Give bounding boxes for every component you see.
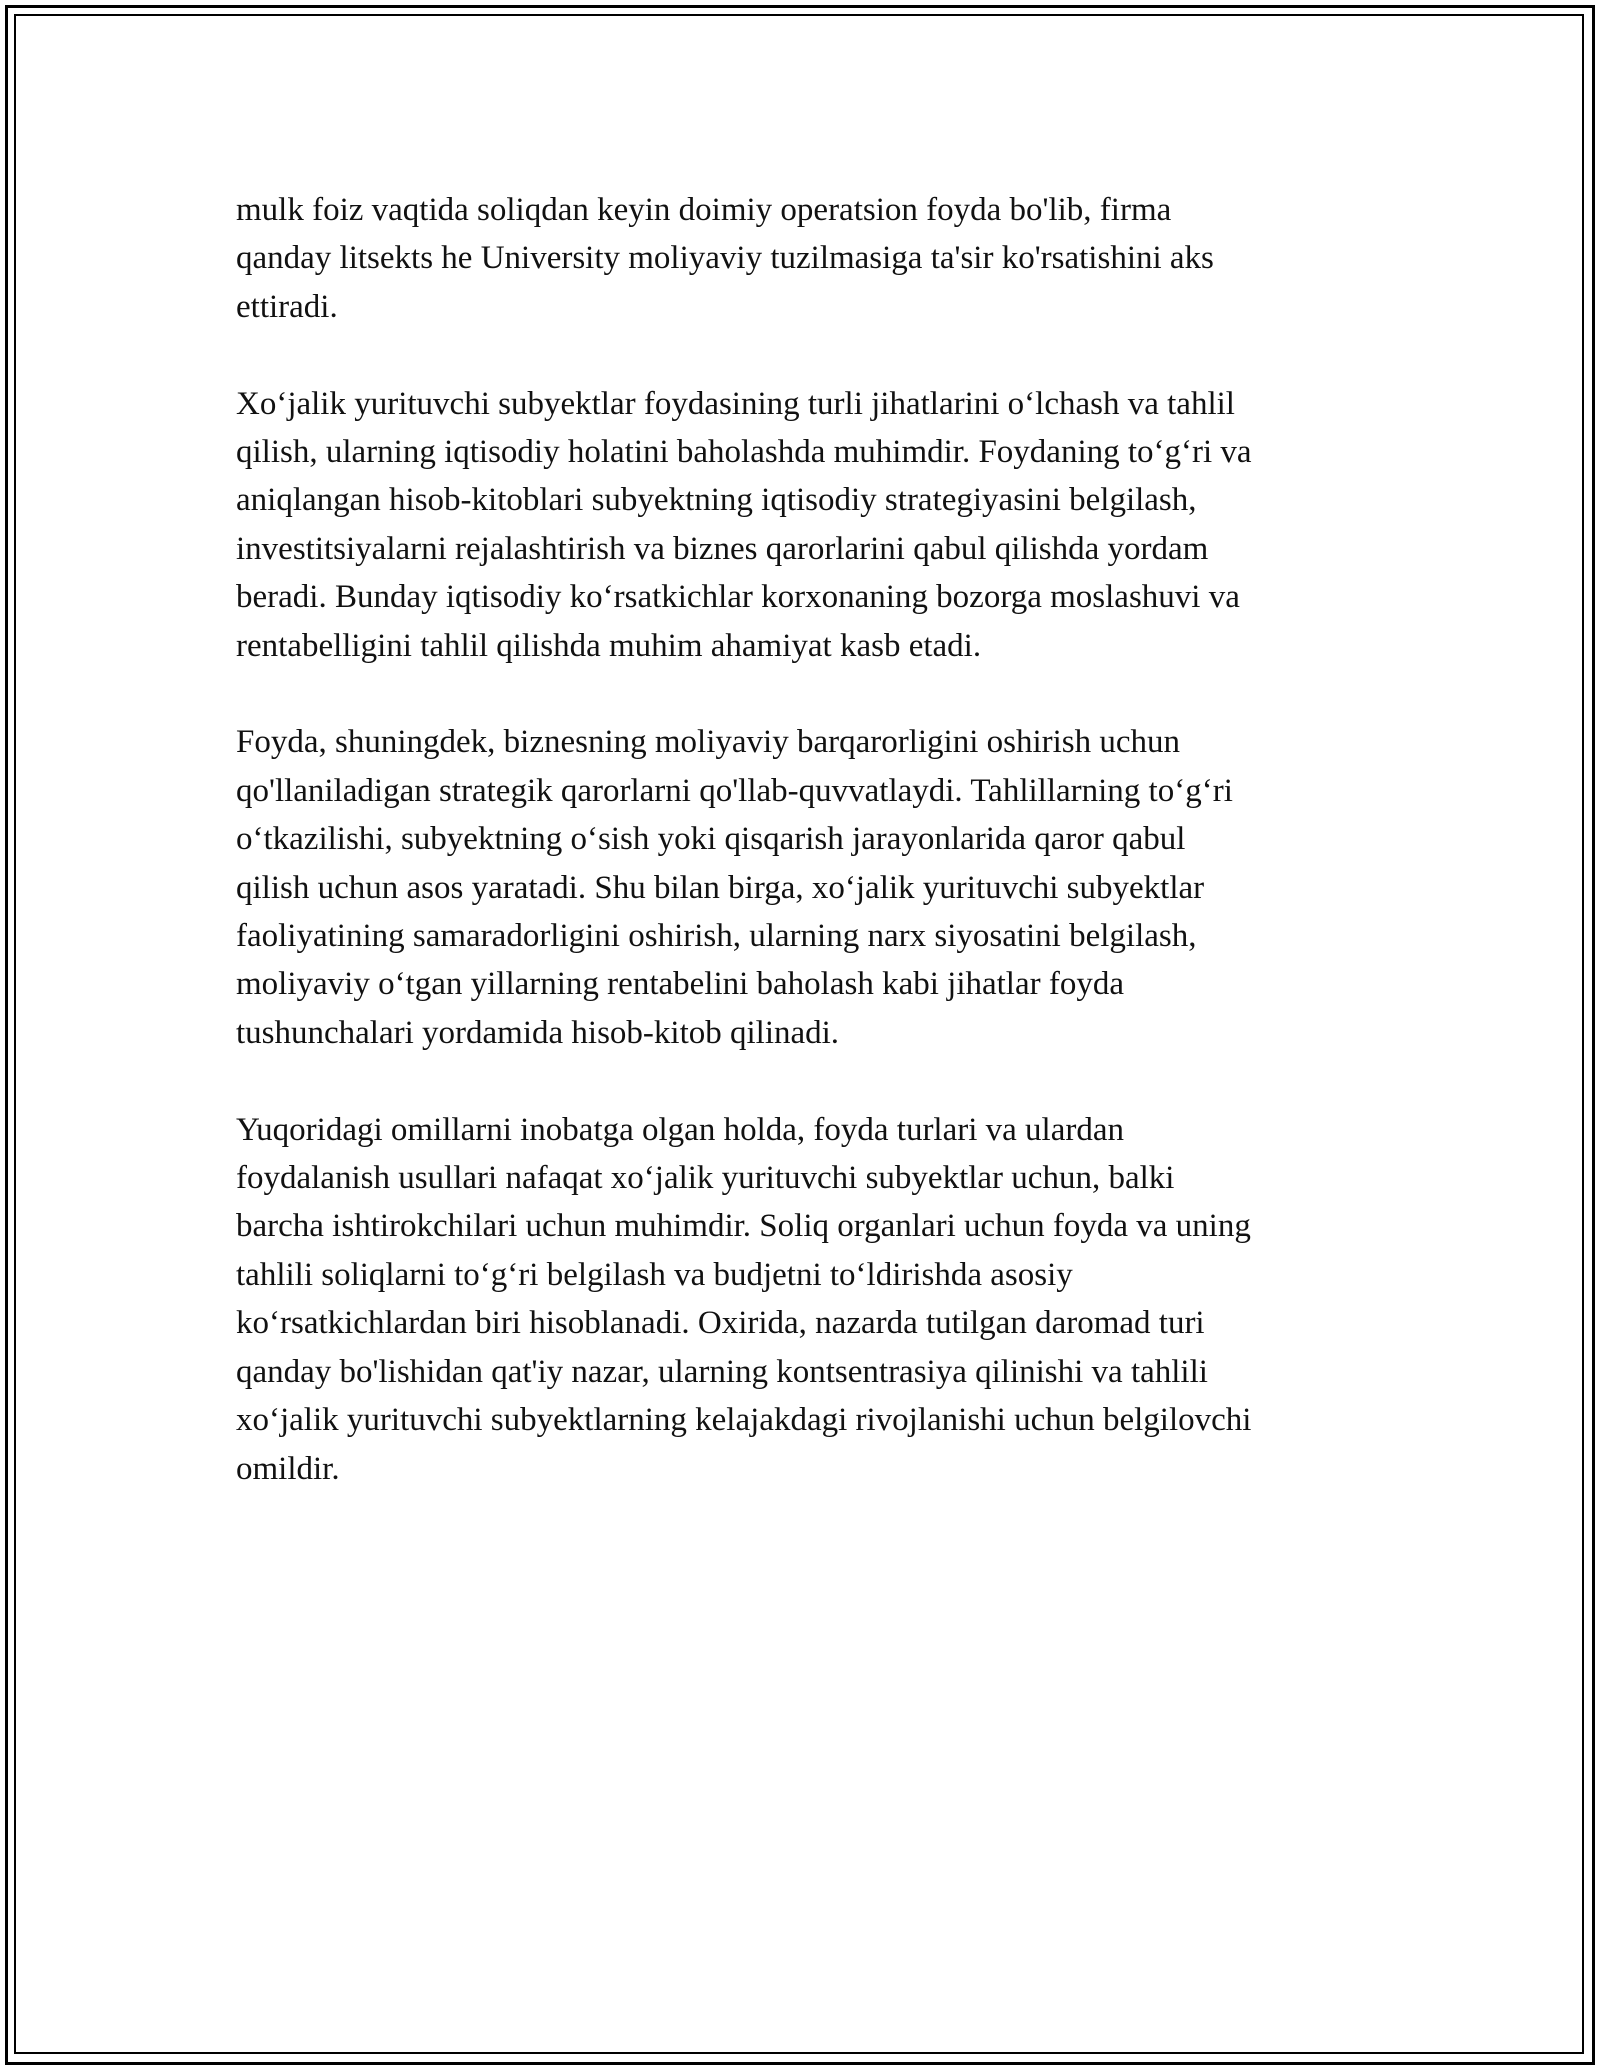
document-body: [236, 186, 1376, 1541]
text-line: mulk foiz vaqtida soliqdan keyin doimiy operatsion foyda bo'lib, firma: [236, 192, 1172, 228]
text-line: ettiradi.: [236, 288, 338, 325]
text-line: beradi. Bunday iqtisodiy ko‘rsatkichlar korxonaning bozorga moslashuvi va: [236, 579, 1240, 616]
paragraph-1: [236, 186, 1376, 331]
paragraph-2: [236, 380, 1376, 670]
text-line: omildir.: [236, 1450, 340, 1487]
paragraph-3: [236, 718, 1376, 1057]
text-line: xo‘jalik yurituvchi subyektlarning kelajakdagi rivojlanishi uchun belgilovchi: [236, 1402, 1252, 1439]
text-line: Foyda, shuningdek, biznesning moliyaviy barqarorligini oshirish uchun: [236, 724, 1181, 761]
text-line: qilish, ularning iqtisodiy holatini baholashda muhimdir. Foydaning to‘g‘ri va: [236, 434, 1252, 471]
text-line: moliyaviy o‘tgan yillarning rentabelini baholash kabi jihatlar foyda: [236, 966, 1125, 1003]
text-line: qilish uchun asos yaratadi. Shu bilan birga, xo‘jalik yurituvchi subyektlar: [236, 869, 1205, 906]
text-line: o‘tkazilishi, subyektning o‘sish yoki qisqarish jarayonlarida qaror qabul: [236, 821, 1186, 858]
text-line: Yuqoridagi omillarni inobatga olgan holda, foyda turlari va ulardan: [236, 1111, 1125, 1148]
text-line: tushunchalari yordamida hisob-kitob qilinadi.: [236, 1014, 840, 1051]
text-line: qanday litsekts he University moliyaviy tuzilmasiga ta'sir ko'rsatishini aks: [236, 240, 1214, 277]
text-line: tahlili soliqlarni to‘g‘ri belgilash va budjetni to‘ldirishda asosiy: [236, 1256, 1073, 1293]
text-line: Xo‘jalik yurituvchi subyektlar foydasining turli jihatlarini o‘lchash va tahlil: [236, 385, 1235, 422]
text-line: barcha ishtirokchilari uchun muhimdir. Soliq organlari uchun foyda va uning: [236, 1208, 1251, 1245]
text-line: qanday bo'lishidan qat'iy nazar, ularning kontsentrasiya qilinishi va tahlili: [236, 1353, 1208, 1390]
text-line: aniqlangan hisob-kitoblari subyektning iqtisodiy strategiyasini belgilash,: [236, 482, 1197, 519]
text-line: faoliyatining samaradorligini oshirish, ularning narx siyosatini belgilash,: [236, 918, 1197, 955]
text-line: foydalanish usullari nafaqat xo‘jalik yurituvchi subyektlar uchun, balki: [236, 1160, 1175, 1197]
text-line: investitsiyalarni rejalashtirish va biznes qarorlarini qabul qilishda yordam: [236, 530, 1209, 567]
text-line: ko‘rsatkichlardan biri hisoblanadi. Oxirida, nazarda tutilgan daromad turi: [236, 1305, 1205, 1342]
text-line: rentabelligini tahlil qilishda muhim ahamiyat kasb etadi.: [236, 627, 982, 664]
text-line: qo'llaniladigan strategik qarorlarni qo'llab-quvvatlaydi. Tahlillarning to‘g‘ri: [236, 772, 1233, 809]
paragraph-4: [236, 1106, 1376, 1493]
